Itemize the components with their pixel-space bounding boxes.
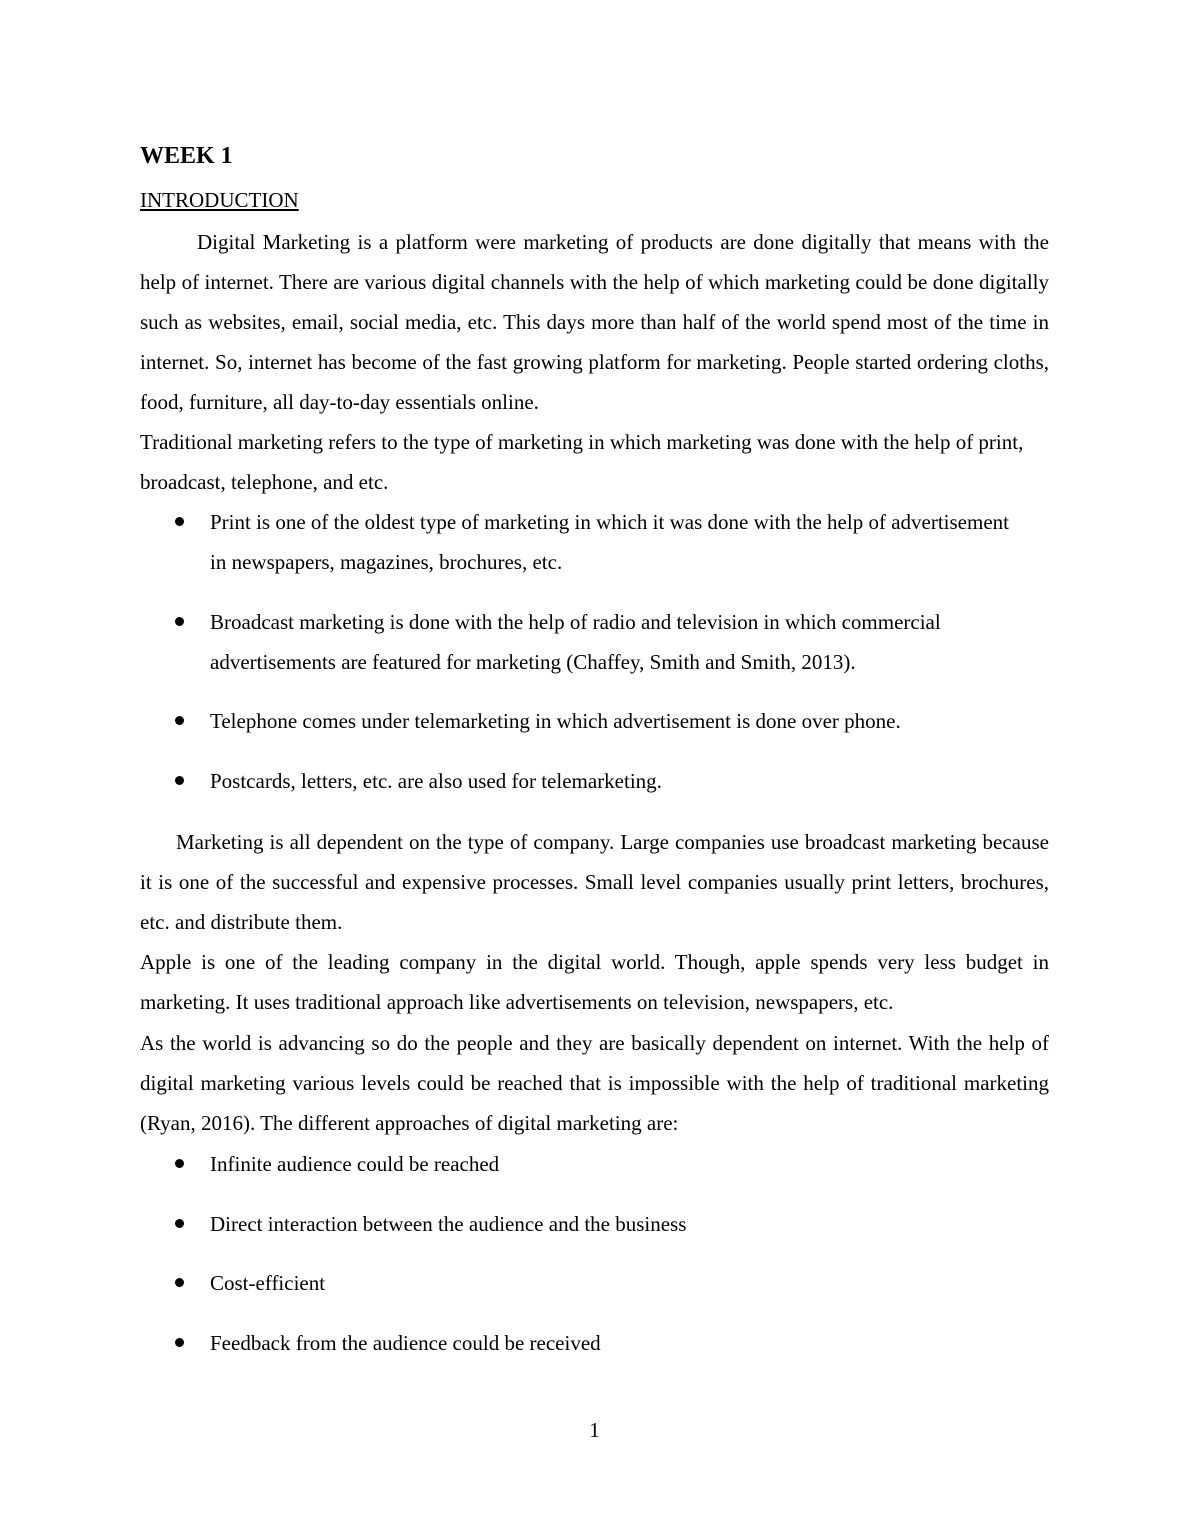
list-item (140, 1204, 1030, 1244)
apple-paragraph: Apple is one of the leading company in the digital world. Though, apple spends very less budget in marketing. It uses traditional approach like advertisements on television, newspapers, etc. (140, 950, 1049, 1015)
list-item-text: Broadcast marketing is done with the help of radio and television in which commercial advertisements are featured for marketing (Chaffey, Smith and Smith, 2013). (210, 609, 941, 674)
list-item-text: Direct interaction between the audience and the business (210, 1211, 687, 1236)
document-page (140, 0, 1049, 1540)
list-item-text: Feedback from the audience could be received (210, 1330, 601, 1355)
intro-paragraph: Digital Marketing is a platform were marketing of products are done digitally that means with the help of internet. There are various digital channels with the help of which marketing could be done digitally such as websites, email, social media, etc. This days more than half of the world spend most of the time in internet. So, internet has become of the fast growing platform for marketing. People started ordering cloths, food, furniture, all day-to-day essentials online. (140, 230, 1049, 415)
list-item (140, 1323, 1030, 1363)
section-title: INTRODUCTION (140, 188, 299, 212)
list-item (140, 1263, 1030, 1303)
company-type-paragraph: Marketing is all dependent on the type of company. Large companies use broadcast marketing because it is one of the successful and expensive processes. Small level companies usually print letters, brochures, etc. and distribute them. (140, 830, 1049, 935)
list-item-text: Infinite audience could be reached (210, 1152, 500, 1176)
bullet-icon (175, 617, 184, 626)
bullet-icon (175, 1338, 184, 1347)
list-item (140, 502, 1030, 582)
list-item (140, 761, 1030, 801)
list-item-text: Cost-efficient (210, 1271, 326, 1296)
traditional-marketing-paragraph: Traditional marketing refers to the type of marketing in which marketing was done with the help of print, broadcast, telephone, and etc. (140, 430, 1024, 495)
digital-approach-paragraph: As the world is advancing so do the people and they are basically dependent on internet. With the help of digital marketing various levels could be reached that is impossible with the help of traditional marketing (Ryan, 2016). The different approaches of digital marketing are: (140, 1031, 1049, 1136)
bullet-icon (175, 517, 184, 526)
bullet-icon (175, 1278, 184, 1287)
bullet-icon (175, 1219, 184, 1228)
bullet-icon (175, 776, 184, 785)
list-item-text: Telephone comes under telemarketing in which advertisement is done over phone. (210, 709, 901, 734)
bullet-icon (175, 1159, 184, 1168)
bullet-icon (175, 716, 184, 725)
list-item (140, 701, 1030, 741)
traditional-marketing-list (140, 502, 1049, 821)
list-item-text: Postcards, letters, etc. are also used for telemarketing. (210, 768, 662, 793)
page-heading: WEEK 1 (140, 143, 233, 169)
page-number: 1 (589, 1418, 600, 1442)
list-item (140, 602, 1030, 682)
list-item-text: Print is one of the oldest type of marketing in which it was done with the help of advertisement in newspapers, magazines, brochures, etc. (210, 510, 1009, 575)
list-item (140, 1144, 1030, 1184)
digital-marketing-list (140, 1144, 1049, 1382)
